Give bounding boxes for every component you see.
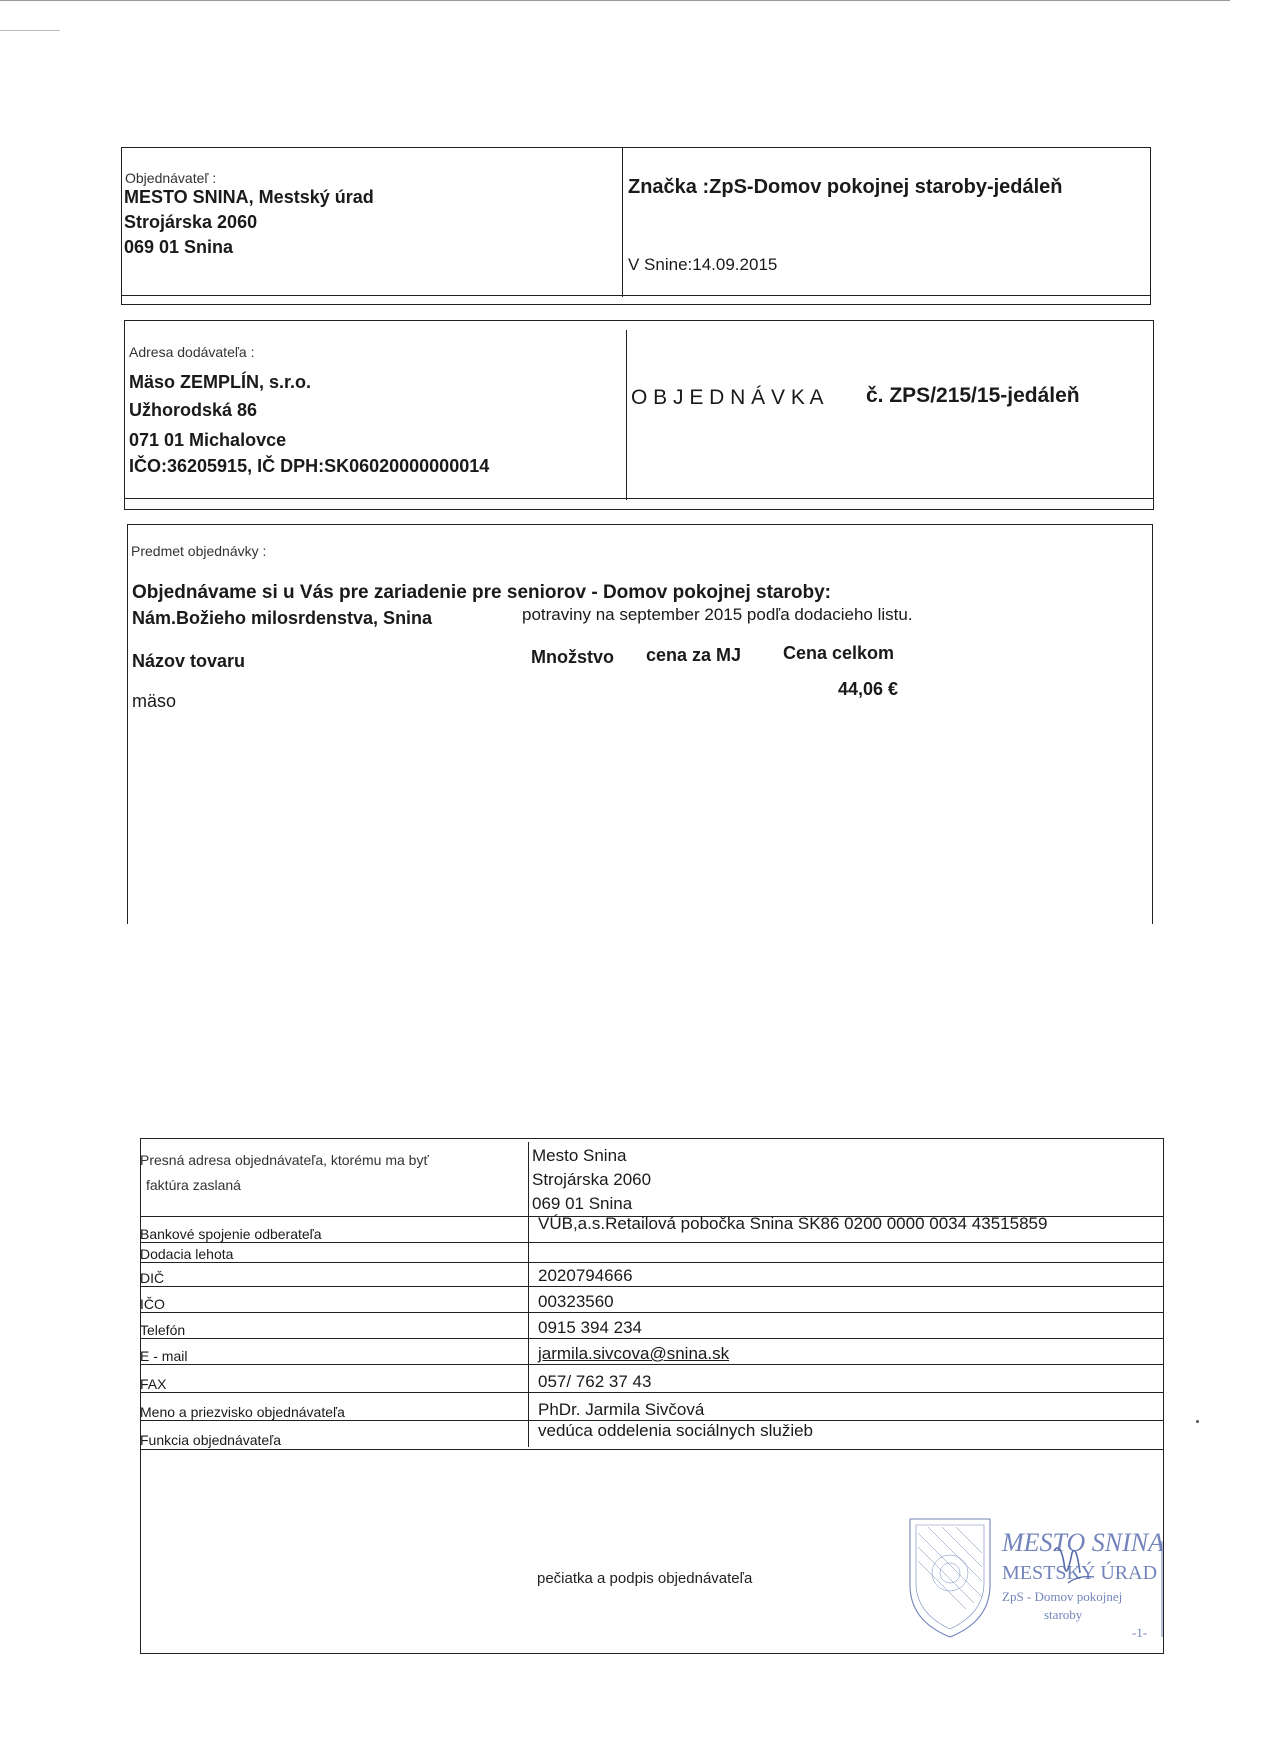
function-value: vedúca oddelenia sociálnych služieb — [538, 1421, 814, 1440]
official-stamp — [904, 1513, 1168, 1643]
details-row-delivery — [140, 1242, 1164, 1263]
details-rows — [140, 1216, 1164, 1448]
signature-label: pečiatka a podpis objednávateľa — [537, 1570, 753, 1587]
col-header-unit-price: cena za MJ — [646, 645, 742, 665]
col-header-qty: Množstvo — [531, 647, 614, 667]
details-row-bank — [140, 1216, 1164, 1243]
orderer-label: Objednávateľ : — [125, 170, 217, 186]
supplier-label: Adresa dodávateľa : — [129, 344, 255, 360]
col-header-name: Názov tovaru — [132, 651, 246, 671]
stamp-line3: ZpS - Domov pokojnej — [1002, 1589, 1123, 1604]
col-header-total: Cena celkom — [783, 643, 895, 663]
scan-edge-mark — [0, 30, 60, 31]
fax-value: 057/ 762 37 43 — [538, 1372, 652, 1391]
subject-line2-right: potraviny na september 2015 podľa dodacieho listu. — [522, 605, 913, 624]
invoice-address-value-3: 069 01 Snina — [532, 1194, 633, 1213]
email-label: E - mail — [140, 1348, 188, 1364]
name-value: PhDr. Jarmila Sivčová — [538, 1400, 705, 1419]
order-mark: Značka :ZpS-Domov pokojnej staroby-jedáleň — [628, 176, 1063, 198]
stamp-line2: MESTSKÝ ÚRAD — [1002, 1562, 1158, 1584]
item-total: 44,06 € — [838, 679, 899, 699]
dic-label: DIČ — [140, 1270, 165, 1286]
delivery-label: Dodacia lehota — [140, 1246, 234, 1262]
stamp-line4: staroby — [1044, 1607, 1083, 1622]
function-label: Funkcia objednávateľa — [140, 1432, 282, 1448]
item-name: mäso — [132, 691, 177, 711]
order-title: O B J E D N Á V K A — [631, 386, 824, 409]
subject-label: Predmet objednávky : — [131, 543, 267, 559]
supplier-box — [124, 320, 1154, 510]
fax-label: FAX — [140, 1376, 167, 1392]
dic-value: 2020794666 — [538, 1266, 633, 1285]
orderer-name: MESTO SNINA, Mestský úrad — [124, 187, 374, 207]
details-row-fax — [140, 1364, 1164, 1393]
subject-line2-left: Nám.Božieho milosrdenstva, Snina — [132, 608, 433, 628]
scan-speck — [1196, 1420, 1199, 1423]
invoice-address-value-2: Strojárska 2060 — [532, 1170, 652, 1189]
details-row-function — [140, 1420, 1164, 1450]
header-box — [121, 147, 1151, 305]
email-value: jarmila.sivcova@snina.sk — [538, 1344, 730, 1363]
subject-line1: Objednávame si u Vás pre zariadenie pre seniorov - Domov pokojnej staroby: — [132, 582, 831, 603]
orderer-city: 069 01 Snina — [124, 237, 234, 257]
phone-value: 0915 394 234 — [538, 1318, 642, 1337]
details-row-phone — [140, 1312, 1164, 1339]
scan-edge-line — [0, 0, 1230, 1]
supplier-divider — [626, 330, 627, 500]
stamp-page: -1- — [1132, 1625, 1148, 1640]
header-bottom-rule — [121, 295, 1151, 296]
invoice-address-label-2: faktúra zaslaná — [146, 1177, 241, 1193]
details-row-ico — [140, 1286, 1164, 1313]
bank-label: Bankové spojenie odberateľa — [140, 1226, 322, 1242]
details-row-name — [140, 1392, 1164, 1421]
phone-label: Telefón — [140, 1322, 186, 1338]
supplier-bottom-rule — [124, 498, 1154, 499]
order-number: č. ZPS/215/15-jedáleň — [866, 384, 1080, 407]
details-row-email — [140, 1338, 1164, 1365]
invoice-address-label-1: Presná adresa objednávateľa, ktorému ma byť — [140, 1152, 429, 1168]
invoice-address-value-1: Mesto Snina — [532, 1146, 627, 1165]
ico-label: IČO — [140, 1296, 165, 1312]
supplier-street: Užhorodská 86 — [129, 400, 258, 420]
header-divider — [622, 147, 623, 297]
bank-value: VÚB,a.s.Retailová pobočka Snina SK86 0200 0000 0034 43515859 — [538, 1214, 1048, 1233]
supplier-name: Mäso ZEMPLÍN, s.r.o. — [129, 372, 312, 392]
name-label: Meno a priezvisko objednávateľa — [140, 1404, 345, 1420]
ico-value: 00323560 — [538, 1292, 614, 1311]
order-date: V Snine:14.09.2015 — [628, 255, 778, 274]
details-row-dic — [140, 1262, 1164, 1287]
supplier-city: 071 01 Michalovce — [129, 430, 287, 450]
supplier-ids: IČO:36205915, IČ DPH:SK06020000000014 — [129, 456, 490, 476]
orderer-street: Strojárska 2060 — [124, 212, 258, 232]
stamp-line1: MESTO SNINA — [1002, 1528, 1165, 1557]
